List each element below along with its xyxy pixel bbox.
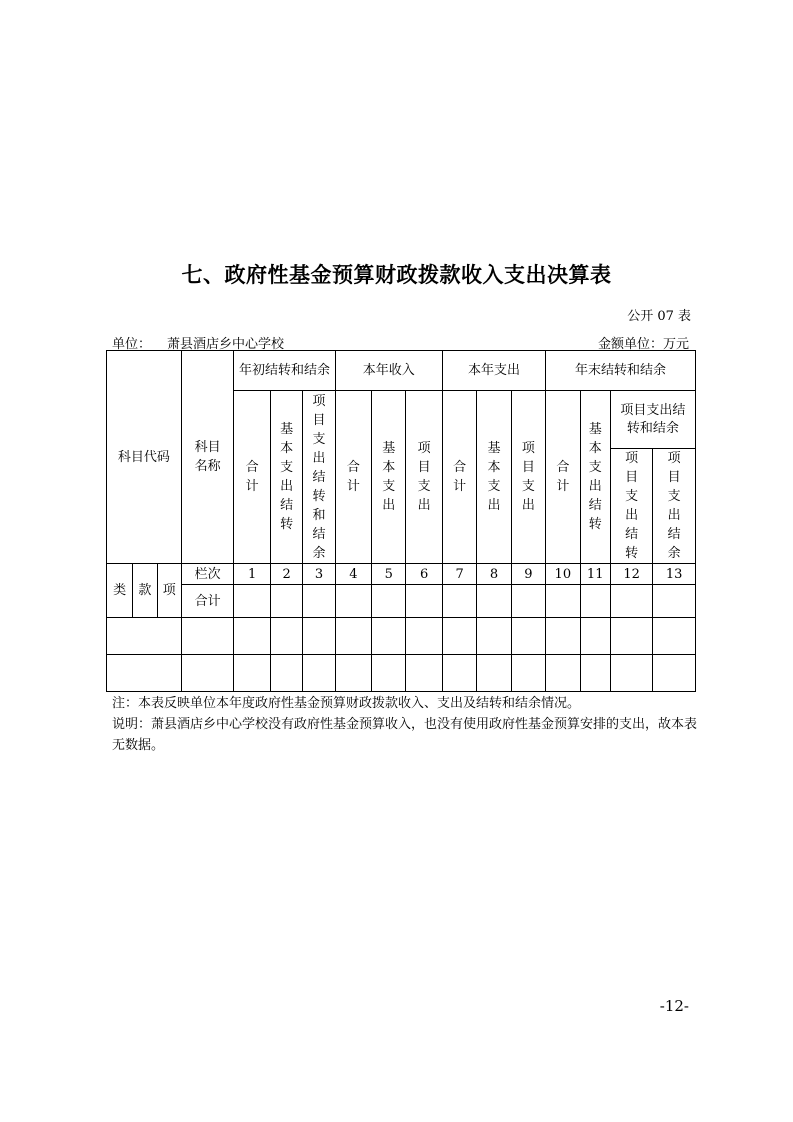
header-income: 本年收入 bbox=[335, 351, 442, 391]
header-expense-basic: 基本支出 bbox=[477, 391, 511, 564]
table-cell bbox=[546, 585, 580, 618]
table-cell bbox=[477, 585, 511, 618]
table-cell bbox=[610, 655, 653, 692]
table-row bbox=[107, 618, 696, 655]
table-row bbox=[107, 655, 696, 692]
table-cell bbox=[580, 618, 610, 655]
table-cell bbox=[546, 655, 580, 692]
table-cell bbox=[580, 585, 610, 618]
header-end-project: 项目支出结转和结余 bbox=[610, 391, 695, 449]
col-number: 6 bbox=[406, 564, 442, 585]
col-number: 5 bbox=[372, 564, 406, 585]
table-cell bbox=[610, 585, 653, 618]
table-cell bbox=[234, 585, 270, 618]
unit-name: 萧县酒店乡中心学校 bbox=[167, 337, 285, 352]
col-number: 9 bbox=[511, 564, 545, 585]
table-cell bbox=[234, 655, 270, 692]
header-end-basic: 基本支出结转 bbox=[580, 391, 610, 564]
table-cell bbox=[511, 655, 545, 692]
col-number: 2 bbox=[270, 564, 302, 585]
header-begin-total: 合计 bbox=[234, 391, 270, 564]
table-cell bbox=[546, 618, 580, 655]
col-number: 1 bbox=[234, 564, 270, 585]
header-begin-project: 项目支出结转和结余 bbox=[303, 391, 335, 564]
table-cell bbox=[234, 618, 270, 655]
table-cell bbox=[270, 655, 302, 692]
header-begin-basic: 基本支出结转 bbox=[270, 391, 302, 564]
table-cell bbox=[107, 618, 182, 655]
table-cell bbox=[270, 618, 302, 655]
col-number: 3 bbox=[303, 564, 335, 585]
col-number: 12 bbox=[610, 564, 653, 585]
table-cell bbox=[181, 618, 234, 655]
table-cell bbox=[511, 585, 545, 618]
table-cell bbox=[335, 618, 371, 655]
col-number: 11 bbox=[580, 564, 610, 585]
table-cell bbox=[270, 585, 302, 618]
table-cell bbox=[372, 585, 406, 618]
header-expense-total: 合计 bbox=[442, 391, 476, 564]
table-cell bbox=[372, 618, 406, 655]
header-end-project-remain: 项目支出结余 bbox=[653, 449, 696, 564]
table-cell bbox=[335, 585, 371, 618]
table-cell bbox=[653, 655, 696, 692]
explain-text: 说明：萧县酒店乡中心学校没有政府性基金预算收入，也没有使用政府性基金预算安排的支出，故本表无数据。 bbox=[112, 717, 698, 753]
table-cell bbox=[406, 585, 442, 618]
table-cell bbox=[442, 618, 476, 655]
money-unit: 金额单位：万元 bbox=[597, 337, 689, 352]
header-lei: 类 bbox=[107, 564, 133, 618]
header-expense-project: 项目支出 bbox=[511, 391, 545, 564]
col-number: 7 bbox=[442, 564, 476, 585]
form-number: 公开 07 表 bbox=[627, 309, 691, 324]
table-cell bbox=[653, 618, 696, 655]
header-xiang: 项 bbox=[157, 564, 181, 618]
header-expense: 本年支出 bbox=[442, 351, 545, 391]
table-cell bbox=[653, 585, 696, 618]
table-cell bbox=[442, 655, 476, 692]
unit-label: 单位： bbox=[112, 337, 152, 352]
col-number: 13 bbox=[653, 564, 696, 585]
col-number: 10 bbox=[546, 564, 580, 585]
header-income-total: 合计 bbox=[335, 391, 371, 564]
header-income-project: 项目支出 bbox=[406, 391, 442, 564]
table-cell bbox=[442, 585, 476, 618]
table-cell bbox=[303, 655, 335, 692]
notes bbox=[112, 693, 697, 756]
col-number: 4 bbox=[335, 564, 371, 585]
header-subject-name: 科目名称 bbox=[181, 351, 234, 564]
table-cell bbox=[303, 618, 335, 655]
table-cell bbox=[107, 655, 182, 692]
table-cell bbox=[511, 618, 545, 655]
header-kuan: 款 bbox=[133, 564, 157, 618]
note-text: 注：本表反映单位本年度政府性基金预算财政拨款收入、支出及结转和结余情况。 bbox=[112, 696, 581, 711]
header-subject-code: 科目代码 bbox=[107, 351, 182, 564]
table-cell bbox=[406, 655, 442, 692]
header-begin-balance: 年初结转和结余 bbox=[234, 351, 335, 391]
header-end-balance: 年末结转和结余 bbox=[546, 351, 696, 391]
table-cell bbox=[580, 655, 610, 692]
header-income-basic: 基本支出 bbox=[372, 391, 406, 564]
page-number: -12- bbox=[659, 997, 689, 1015]
table-cell bbox=[181, 655, 234, 692]
table-cell bbox=[477, 655, 511, 692]
col-number: 8 bbox=[477, 564, 511, 585]
budget-table bbox=[106, 350, 696, 692]
table-cell bbox=[610, 618, 653, 655]
header-col-index: 栏次 bbox=[181, 564, 234, 585]
table-cell bbox=[477, 618, 511, 655]
table-cell bbox=[406, 618, 442, 655]
table-cell bbox=[303, 585, 335, 618]
table-cell bbox=[372, 655, 406, 692]
header-end-total: 合计 bbox=[546, 391, 580, 564]
total-row-label: 合计 bbox=[181, 585, 234, 618]
header-end-project-carry: 项目支出结转 bbox=[610, 449, 653, 564]
table-cell bbox=[335, 655, 371, 692]
page-title: 七、政府性基金预算财政拨款收入支出决算表 bbox=[181, 263, 612, 287]
